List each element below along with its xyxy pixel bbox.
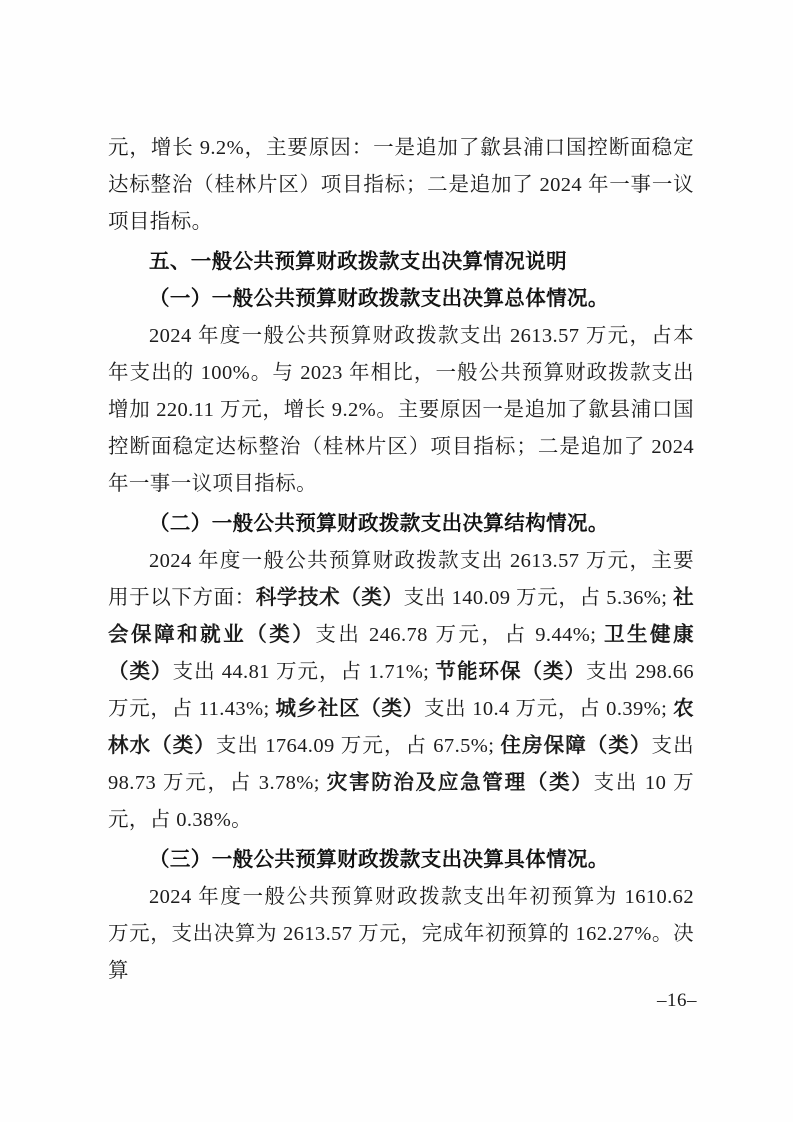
rich-run: 支出 10.4 万元，占 0.39%;: [423, 698, 674, 720]
subsection-heading-two: （二）一般公共预算财政拨款支出决算结构情况。: [149, 513, 609, 535]
paragraph-overall-expenditure: 2024 年度一般公共预算财政拨款支出 2613.57 万元，占本年支出的 100%。与 2023 年相比，一般公共预算财政拨款支出增加 220.11 万元，增长 9.2%。主要原因一是追加了歙县浦口国控断面稳定达标整治（桂林片区）项目指标；二是追加了 2024 年一事一议项目指标。: [108, 325, 694, 495]
rich-run-bold: 住房保障（类）: [500, 735, 652, 757]
rich-run: 支出 298.66 万元，占 11.43%;: [108, 661, 694, 720]
rich-run-bold: 社会保障和就业（类）: [108, 587, 694, 646]
rich-run-bold: 灾害防治及应急管理（类）: [326, 772, 594, 794]
rich-run-bold: 科学技术（类）: [255, 587, 404, 609]
rich-run: 支出 1764.09 万元，占 67.5%;: [215, 735, 501, 757]
rich-run-bold: 农林水（类）: [108, 698, 694, 757]
page-number: –16–: [657, 990, 697, 1011]
rich-run: 支出 10 万元，占 0.38%。: [108, 772, 694, 831]
rich-run: 支出 98.73 万元，占 3.78%;: [108, 735, 694, 794]
rich-run: 支出 44.81 万元，占 1.71%;: [172, 661, 436, 683]
paragraph-continuation: 元，增长 9.2%，主要原因：一是追加了歙县浦口国控断面稳定达标整治（桂林片区）项目指标；二是追加了 2024 年一事一议项目指标。: [108, 137, 694, 233]
rich-run-bold: 卫生健康（类）: [108, 624, 694, 683]
rich-run: 支出 246.78 万元，占 9.44%;: [315, 624, 604, 646]
page-body: [108, 130, 694, 990]
rich-run-bold: 城乡社区（类）: [275, 698, 424, 720]
rich-run: 支出 140.09 万元，占 5.36%;: [403, 587, 674, 609]
paragraph-structure-expenditure: [108, 543, 694, 839]
rich-run-bold: 节能环保（类）: [435, 661, 587, 683]
rich-run: 2024 年度一般公共预算财政拨款支出 2613.57 万元，主要用于以下方面：: [108, 550, 694, 609]
paragraph-specific-expenditure: 2024 年度一般公共预算财政拨款支出年初预算为 1610.62 万元，支出决算为 2613.57 万元，完成年初预算的 162.27%。决算: [108, 886, 694, 982]
subsection-heading-one: （一）一般公共预算财政拨款支出决算总体情况。: [149, 288, 609, 310]
subsection-heading-three: （三）一般公共预算财政拨款支出决算具体情况。: [149, 849, 609, 871]
section-heading-five: 五、一般公共预算财政拨款支出决算情况说明: [149, 251, 567, 273]
